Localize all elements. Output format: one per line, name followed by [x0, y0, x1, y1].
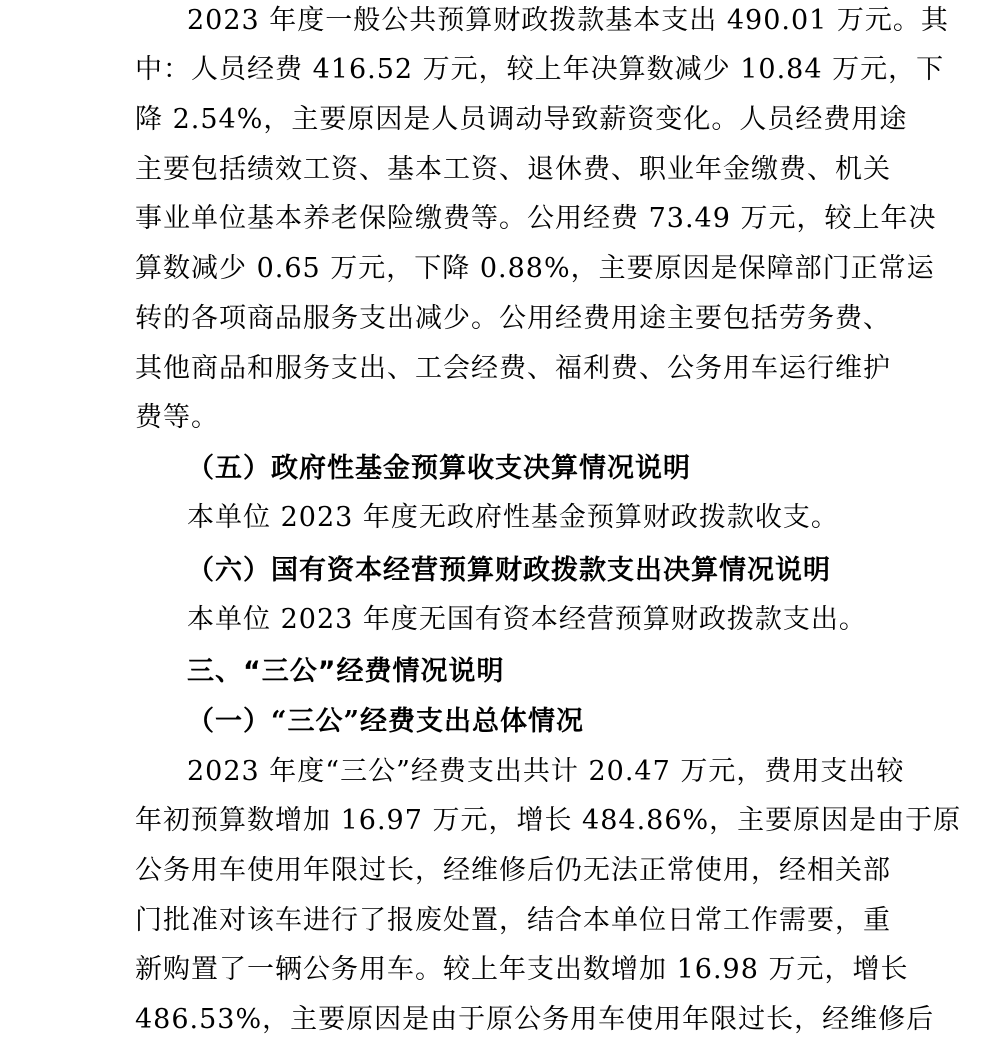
- paragraph-line-5: 事业单位基本养老保险缴费等。公用经费 73.49 万元，较上年决: [135, 203, 937, 234]
- paragraph2-line-6: 486.53%，主要原因是由于原公务用车使用年限过长，经维修后: [135, 1004, 935, 1035]
- paragraph-line-1: 2023 年度一般公共预算财政拨款基本支出 490.01 万元。其: [187, 5, 949, 36]
- paragraph2-line-1: 2023 年度“三公”经费支出共计 20.47 万元，费用支出较: [187, 756, 905, 787]
- chapter-heading-3: 三、“三公”经费情况说明: [187, 656, 505, 687]
- paragraph2-line-2: 年初预算数增加 16.97 万元，增长 484.86%，主要原因是由于原: [135, 805, 962, 836]
- subsection-heading-1: （一）“三公”经费支出总体情况: [187, 706, 585, 737]
- paragraph2-line-5: 新购置了一辆公务用车。较上年支出数增加 16.98 万元，增长: [135, 954, 909, 985]
- paragraph-line-7: 转的各项商品服务支出减少。公用经费用途主要包括劳务费、: [135, 303, 891, 334]
- paragraph-line-6: 算数减少 0.65 万元，下降 0.88%，主要原因是保障部门正常运: [135, 253, 935, 284]
- paragraph-line-3: 降 2.54%，主要原因是人员调动导致薪资变化。人员经费用途: [135, 104, 908, 135]
- section-heading-6: （六）国有资本经营预算财政拨款支出决算情况说明: [187, 555, 831, 586]
- section-heading-5: （五）政府性基金预算收支决算情况说明: [187, 453, 691, 484]
- paragraph-line-4: 主要包括绩效工资、基本工资、退休费、职业年金缴费、机关: [135, 154, 891, 185]
- paragraph2-line-4: 门批准对该车进行了报废处置，结合本单位日常工作需要，重: [135, 905, 891, 936]
- paragraph-line-9: 费等。: [135, 402, 219, 433]
- section-5-text: 本单位 2023 年度无政府性基金预算财政拨款收支。: [187, 502, 839, 533]
- paragraph2-line-3: 公务用车使用年限过长，经维修后仍无法正常使用，经相关部: [135, 855, 891, 886]
- section-6-text: 本单位 2023 年度无国有资本经营预算财政拨款支出。: [187, 604, 867, 635]
- paragraph-line-2: 中：人员经费 416.52 万元，较上年决算数减少 10.84 万元，下: [135, 54, 945, 85]
- paragraph-line-8: 其他商品和服务支出、工会经费、福利费、公务用车运行维护: [135, 353, 891, 384]
